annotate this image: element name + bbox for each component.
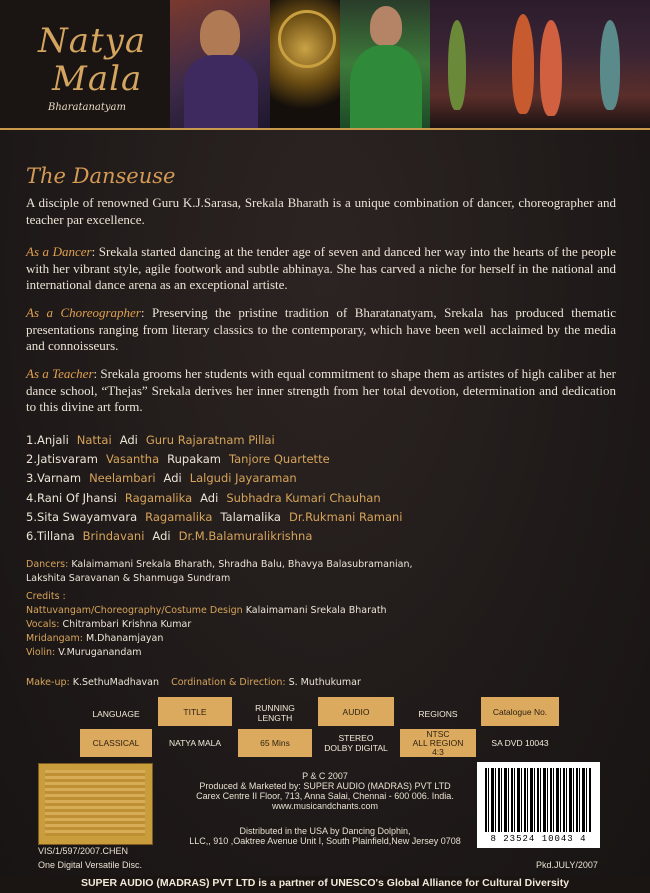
teacher-label: As a Teacher [26, 366, 94, 381]
choreographer-text: : Preserving the pristine tradition of Bharatanatyam, Srekala has produced thematic presentations ranging from literary classics to the contemporary, which have been well acclaimed by the media and connoisseurs. [26, 305, 617, 353]
track-raga: Vasantha [105, 452, 160, 467]
distributed-line-1: Distributed in the USA by Dancing Dolphin, [239, 826, 411, 836]
track-composer: Guru Rajaratnam Pillai [145, 433, 275, 447]
packed-date: Pkd.JULY/2007 [536, 860, 598, 870]
spec-language-label: LANGUAGE [92, 709, 140, 719]
track-item [26, 508, 410, 527]
dancer-paragraph [26, 244, 616, 294]
spec-audio-label: AUDIO [318, 697, 394, 726]
track-item [26, 489, 410, 508]
copyright-text: P & C 2007 [302, 771, 348, 781]
makeup-value: K.SethuMadhavan [72, 677, 159, 688]
photo-dance-performance [430, 0, 650, 128]
spec-catalogue-value: SA DVD 10043 [491, 738, 549, 748]
intro-paragraph: A disciple of renowned Guru K.J.Sarasa, Srekala Bharath is a unique combination of dancer, choreographer and teacher par excellence. [26, 195, 616, 227]
spec-regions-value-2: ALL REGION [412, 737, 464, 748]
track-name: 2.Jatisvaram [26, 452, 98, 467]
section-title: The Danseuse [26, 164, 176, 188]
track-name: 1.Anjali [26, 433, 69, 447]
teacher-paragraph [26, 366, 616, 416]
photo-guru-portrait [170, 0, 270, 128]
credit-person: Kalaimamani Srekala Bharath [245, 605, 387, 616]
track-item [26, 431, 410, 450]
censor-certificate-image [38, 763, 153, 845]
dancer-text: : Srekala started dancing at the tender age of seven and danced her way into the hearts of the people with her vibrant style, agile footwork and subtle abhinaya. She has carved a niche for herself in the national and international dance arena as an exceptional artiste. [26, 244, 616, 292]
track-name: 4.Rani Of Jhansi [26, 490, 117, 505]
credit-role: Vocals: [26, 619, 60, 630]
dancers-label: Dancers: [26, 559, 69, 570]
spec-running-label-1: RUNNING [255, 703, 295, 713]
spec-audio-value-2: DOLBY DIGITAL [324, 743, 388, 753]
track-composer: Tanjore Quartette [228, 452, 330, 467]
credit-row [26, 646, 387, 660]
choreographer-paragraph [26, 305, 616, 355]
track-tala: Talamalika [220, 509, 281, 524]
disc-type-text: One Digital Versatile Disc. [38, 860, 143, 870]
credit-role: Violin: [26, 647, 56, 658]
spec-catalogue-label: Catalogue No. [481, 697, 559, 726]
header-divider [0, 128, 650, 130]
spec-running-value: 65 Mins [238, 729, 312, 757]
track-tala: Adi [200, 490, 219, 505]
produced-line-2: Carex Centre II Floor, 713, Anna Salai, Chennai - 600 006. India. [196, 791, 454, 801]
track-raga: Ragamalika [145, 509, 213, 524]
track-item [26, 450, 410, 469]
photo-dancer-portrait [340, 0, 430, 128]
dancers-credit [26, 558, 413, 586]
credit-row [26, 604, 387, 618]
title-line-2: Mala [52, 59, 143, 99]
dancer-label: As a Dancer [26, 244, 92, 259]
track-composer: Lalgudi Jayaraman [189, 471, 297, 486]
spec-regions-value-1: NTSC [426, 728, 450, 739]
track-item [26, 469, 410, 488]
track-name: 3.Varnam [26, 471, 82, 486]
makeup-label: Make-up: [26, 677, 70, 688]
track-name: 5.Sita Swayamvara [26, 509, 138, 524]
credit-person: V.Muruganandam [58, 647, 142, 658]
barcode [477, 762, 600, 848]
credit-person: M.Dhanamjayan [85, 633, 164, 644]
website-link[interactable]: www.musicandchants.com [271, 801, 379, 811]
makeup-direction-credit [26, 676, 361, 690]
credit-row [26, 618, 387, 632]
track-raga: Nattai [76, 433, 112, 447]
spec-regions-value-3: 4:3 [432, 746, 444, 757]
header [0, 0, 650, 128]
credit-role: Mridangam: [26, 633, 83, 644]
track-composer: Dr.M.Balamuralikrishna [178, 529, 313, 544]
track-composer: Subhadra Kumari Chauhan [226, 490, 381, 505]
track-tala: Adi [152, 529, 171, 544]
barcode-number: 8 23524 10043 4 [490, 834, 587, 844]
credit-role: Nattuvangam/Choreography/Costume Design [26, 605, 243, 616]
credits-label: Credits : [26, 591, 66, 602]
credit-person: Chitrambari Krishna Kumar [62, 619, 192, 630]
spec-language-value: CLASSICAL [80, 729, 152, 757]
dancers-line-1: Kalaimamani Srekala Bharath, Shradha Balu, Bhavya Balasubramanian, [71, 559, 413, 570]
photo-nataraja-statue [270, 0, 340, 128]
track-tala: Adi [163, 471, 182, 486]
direction-label: Cordination & Direction: [171, 677, 286, 688]
title-logo [38, 22, 146, 98]
track-tala: Adi [119, 433, 138, 447]
teacher-text: : Srekala grooms her students with equal commitment to shape them as artistes of high caliber at her dance school, “Thejas” Srekala derives her inner strength from her total devotion, determination and dedication to this divine art form. [26, 366, 617, 414]
track-raga: Brindavani [82, 529, 145, 544]
credits-block [26, 590, 387, 660]
subtitle: Bharatanatyam [48, 102, 126, 113]
producer-info [160, 771, 490, 811]
track-name: 6.Tillana [26, 529, 75, 544]
credit-row [26, 632, 387, 646]
spec-regions-label: REGIONS [418, 709, 458, 719]
track-raga: Ragamalika [124, 490, 193, 505]
barcode-bars [485, 768, 592, 832]
dancers-line-2: Lakshita Saravanan & Shanmuga Sundram [26, 573, 231, 584]
track-raga: Neelambari [89, 471, 156, 486]
title-line-1: Natya [38, 21, 147, 61]
track-tala: Rupakam [167, 452, 221, 467]
certificate-number: VIS/1/597/2007.CHEN [38, 846, 129, 856]
spec-title-value: NATYA MALA [168, 738, 222, 748]
track-item [26, 527, 410, 546]
spec-title-label: TITLE [158, 697, 232, 726]
spec-audio-value-1: STEREO [338, 733, 374, 743]
distributor-info [160, 826, 490, 846]
direction-value: S. Muthukumar [288, 677, 361, 688]
spec-audio-value [318, 729, 394, 757]
partner-banner: SUPER AUDIO (MADRAS) PVT LTD is a partner of UNESCO's Global Alliance for Cultural Diversity [0, 876, 650, 893]
spec-running-label [238, 699, 312, 727]
spec-running-label-2: LENGTH [257, 713, 293, 723]
spec-regions-value [400, 729, 476, 757]
track-list [26, 431, 410, 546]
produced-line-1: Produced & Marketed by: SUPER AUDIO (MADRAS) PVT LTD [199, 781, 451, 791]
choreographer-label: As a Choreographer [26, 305, 141, 320]
distributed-line-2: LLC,, 910 ,Oaktree Avenue Unit I, South Plainfield,New Jersey 0708 [189, 836, 461, 846]
track-composer: Dr.Rukmani Ramani [288, 509, 403, 524]
